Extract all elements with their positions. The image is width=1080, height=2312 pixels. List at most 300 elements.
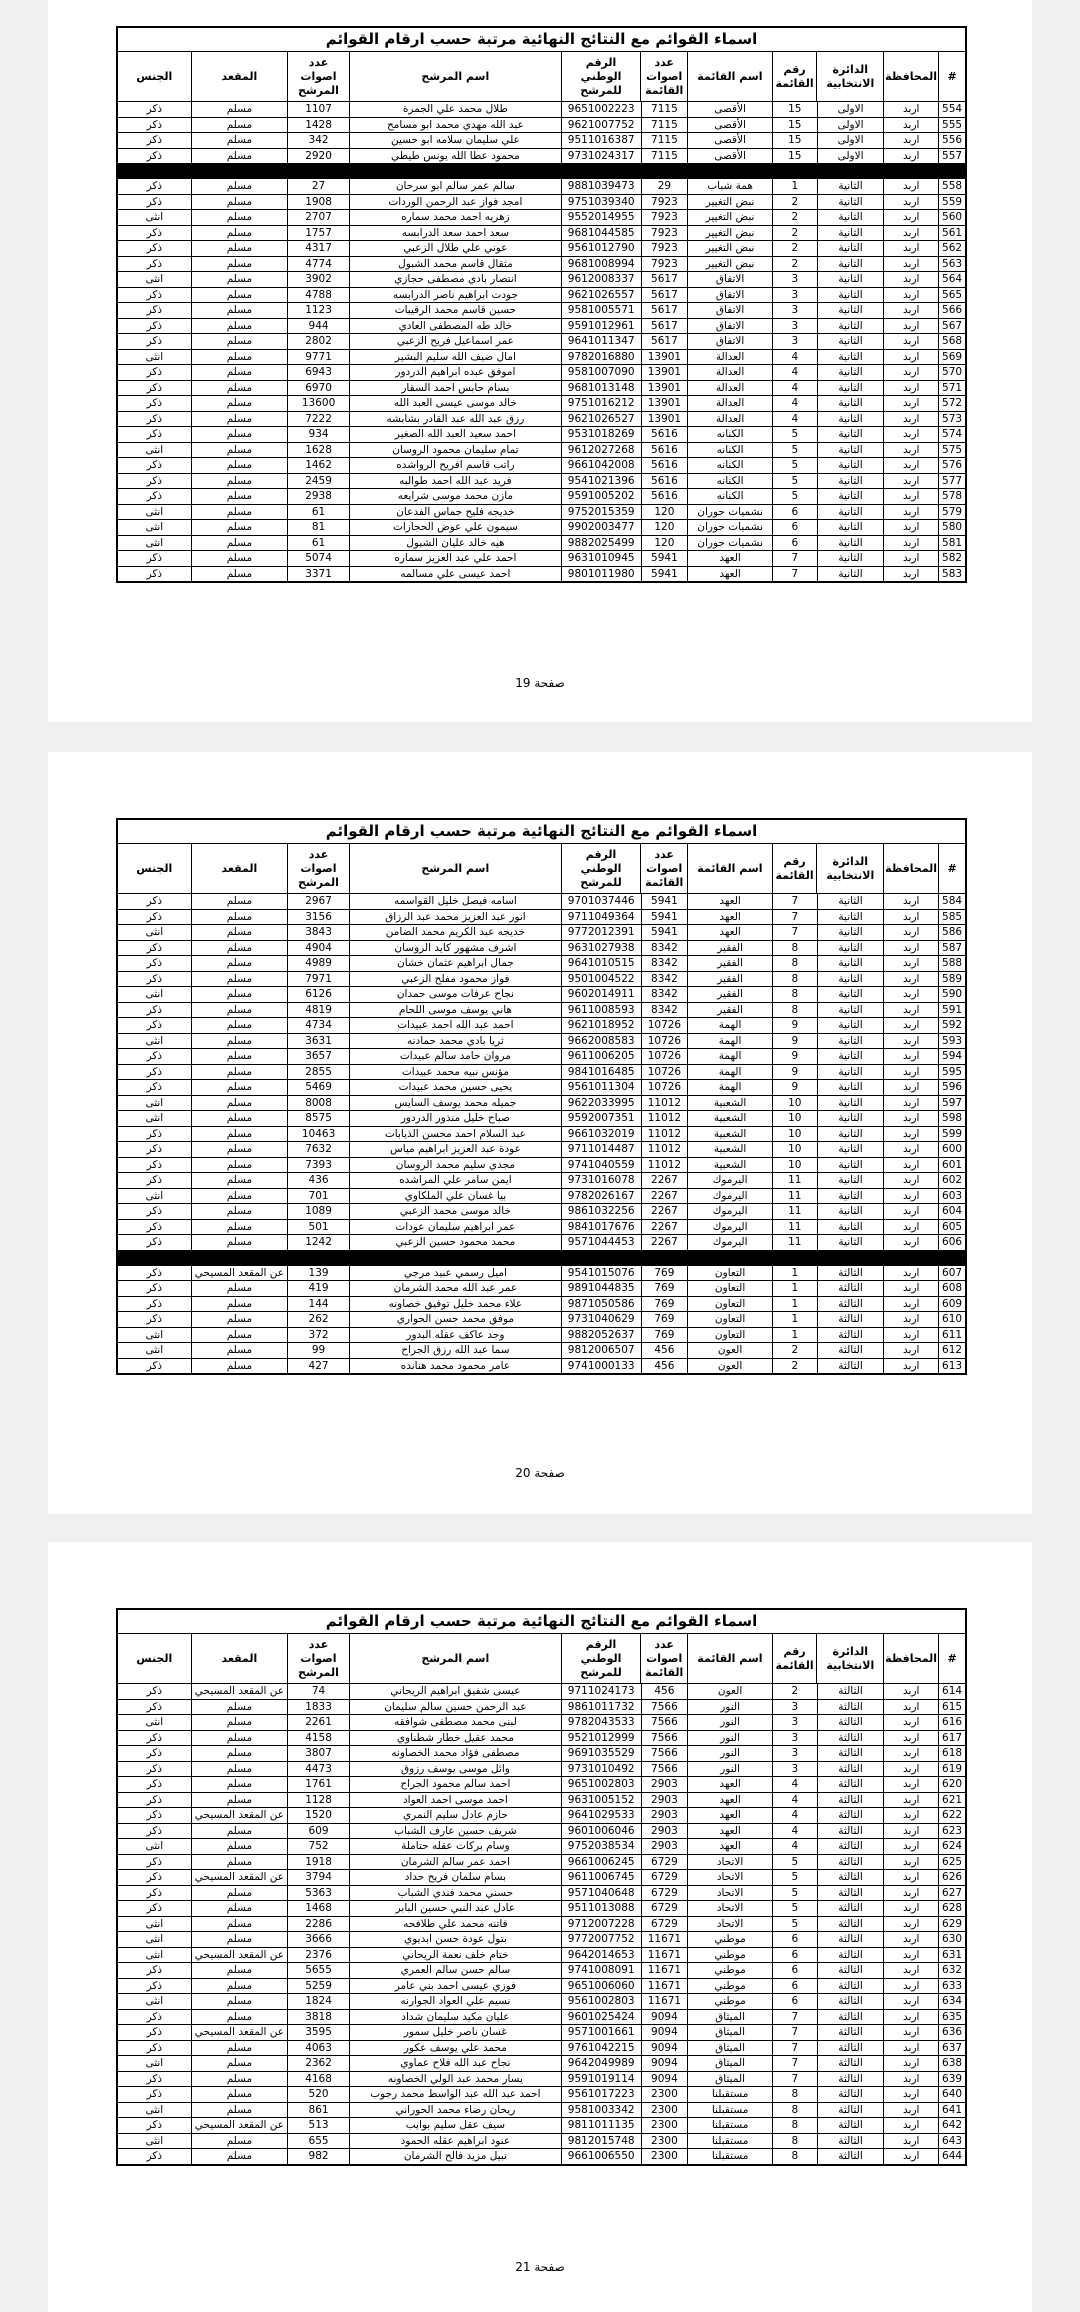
cell-district: الثالثة [817,1994,884,2009]
cell-candidate-name: احمد عيسى علي مسالمه [349,567,561,582]
cell-district: الثانية [817,210,884,225]
cell-list-votes: 5616 [641,474,688,489]
table-title: اسماء القوائم مع النتائج النهائية مرتبة حسب ارقام القوائم [118,28,965,52]
cell-governorate: اربد [883,1281,938,1296]
cell-seat: مسلم [191,443,288,458]
cell-national-id: 9752038534 [561,1839,641,1854]
cell-national-id: 9621026527 [561,412,641,427]
cell-list-number: 6 [772,520,817,535]
cell-district: الثانية [817,319,884,334]
cell-list-number: 7 [772,2010,817,2025]
cell-list-name: الهمة [687,1018,772,1033]
cell-seat: مسلم [191,536,288,551]
cell-list-votes: 769 [641,1328,688,1343]
cell-district: الثانية [817,1034,884,1049]
cell-candidate-name: محمود عطا الله يونس طيطي [349,149,561,164]
cell-gender: ذكر [146,1236,163,1248]
cell-gender: ذكر [146,1700,163,1713]
cell-district: الثالثة [817,2010,884,2025]
cell-row-number: 641 [938,2103,965,2118]
cell-candidate-name: احمد علي عبد العزيز سماره [349,551,561,566]
cell-candidate-name: علي سليمان سلامه ابو حسين [349,133,561,148]
cell-district: الثانية [817,350,884,365]
cell-seat: عن المقعد المسيحي [191,1808,288,1823]
cell-governorate: اربد [883,1312,938,1327]
cell-district: الثانية [817,303,884,318]
cell-list-number: 15 [772,102,817,117]
cell-list-number: 7 [772,2041,817,2056]
cell-list-votes: 769 [641,1266,688,1281]
cell-list-votes: 11671 [641,1994,688,2009]
cell-governorate: اربد [883,288,938,303]
cell-governorate: اربد [883,334,938,349]
cell-national-id: 9811011135 [561,2118,641,2133]
cell-national-id: 9601006046 [561,1824,641,1839]
cell-governorate: اربد [883,2056,938,2071]
cell-candidate-votes: 5074 [287,551,349,566]
cell-row-number: 634 [938,1994,965,2009]
cell-gender: ذكر [146,304,163,316]
cell-list-number: 4 [772,1808,817,1823]
cell-district: الثالثة [817,1963,884,1978]
cell-seat: مسلم [191,1281,288,1296]
cell-national-id: 9601025424 [561,2010,641,2025]
cell-candidate-name: خالد موسى محمد الزعبي [349,1204,561,1219]
cell-candidate-name: عنود ابراهيم عقله الحمود [349,2134,561,2149]
cell-list-name: الشعبية [687,1096,772,1111]
cell-list-votes: 11671 [641,1932,688,1947]
cell-candidate-votes: 861 [287,2103,349,2118]
cell-list-votes: 769 [641,1312,688,1327]
cell-candidate-votes: 372 [287,1328,349,1343]
table-row [118,1824,965,1840]
table-row [118,1963,965,1979]
cell-gender: ذكر [146,1019,163,1031]
cell-candidate-votes: 9771 [287,350,349,365]
header-list-number: رقم القائمة [772,844,817,893]
cell-list-name: العهد [687,1839,772,1854]
cell-candidate-name: عامر محمود محمد هنانده [349,1359,561,1374]
cell-district: الثالثة [817,1266,884,1281]
table-title: اسماء القوائم مع النتائج النهائية مرتبة حسب ارقام القوائم [118,820,965,844]
cell-gender: ذكر [146,1685,163,1697]
cell-row-number: 604 [938,1204,965,1219]
cell-national-id: 9841017676 [561,1220,641,1235]
header-candidate-name: اسم المرشح [349,52,561,101]
cell-seat: مسلم [191,1901,288,1916]
cell-district: الثانية [817,1158,884,1173]
cell-gender: انثى [145,536,164,549]
cell-national-id: 9711049364 [561,910,641,925]
cell-list-number: 1 [772,1297,817,1312]
cell-list-name: الاتحاد [687,1886,772,1901]
cell-governorate: اربد [883,1111,938,1126]
cell-candidate-name: وجد عاكف عقله البدور [349,1328,561,1343]
cell-candidate-name: ايمن سامر علي المراشده [349,1173,561,1188]
table-row [118,2072,965,2088]
cell-list-name: التعاون [687,1328,772,1343]
table-row [118,1793,965,1809]
cell-national-id: 9651002223 [561,102,641,117]
cell-list-name: الفقير [687,1003,772,1018]
cell-candidate-votes: 3843 [287,925,349,940]
cell-governorate: اربد [883,381,938,396]
cell-list-votes: 7566 [641,1715,688,1730]
table-row [118,1034,965,1050]
cell-candidate-name: حسين قاسم محمد الرقيبات [349,303,561,318]
cell-national-id: 9561012790 [561,241,641,256]
page-number: صفحة 20 [515,1466,565,1480]
cell-gender: ذكر [146,195,163,208]
cell-row-number: 644 [938,2149,965,2164]
cell-row-number: 605 [938,1220,965,1235]
cell-gender: ذكر [146,459,163,471]
cell-governorate: اربد [883,1715,938,1730]
cell-list-votes: 769 [641,1297,688,1312]
cell-gender: ذكر [146,1143,163,1155]
table-row [118,1700,965,1716]
cell-district: الثانية [817,1189,884,1204]
cell-candidate-votes: 1757 [287,226,349,241]
cell-candidate-name: عبد الرحمن حسين سالم سليمان [349,1700,561,1715]
cell-district: الثالثة [817,1281,884,1296]
cell-candidate-votes: 99 [287,1343,349,1358]
cell-candidate-name: خالد موسى عيسى العبد الله [349,396,561,411]
table-row [118,1917,965,1933]
table-row [118,2118,965,2134]
cell-row-number: 607 [938,1266,965,1281]
cell-seat: مسلم [191,2041,288,2056]
cell-national-id: 9882025499 [561,536,641,551]
cell-list-name: الفقير [687,941,772,956]
cell-national-id: 9621018952 [561,1018,641,1033]
cell-candidate-name: عمر عبد الله محمد الشرمان [349,1281,561,1296]
cell-candidate-name: عيسى شفيق ابراهيم الريحاني [349,1684,561,1699]
cell-national-id: 9591012961 [561,319,641,334]
cell-governorate: اربد [883,2025,938,2040]
cell-candidate-votes: 1908 [287,195,349,210]
cell-list-name: موطني [687,1979,772,1994]
results-table-3 [116,1608,967,2166]
cell-district: الثانية [817,1003,884,1018]
cell-list-name: الاتحاد [687,1917,772,1932]
cell-list-number: 3 [772,303,817,318]
table-row [118,2134,965,2150]
table-row [118,2103,965,2119]
cell-national-id: 9751039340 [561,195,641,210]
cell-candidate-name: يسار محمد عبد الولي الخصاونه [349,2072,561,2087]
cell-seat: مسلم [191,1359,288,1374]
cell-list-number: 3 [772,1762,817,1777]
cell-list-name: اليرموك [687,1235,772,1250]
cell-district: الثالثة [817,1312,884,1327]
cell-seat: مسلم [191,2103,288,2118]
cell-national-id: 9711024173 [561,1684,641,1699]
cell-list-name: موطني [687,1963,772,1978]
cell-governorate: اربد [883,536,938,551]
cell-list-votes: 7566 [641,1746,688,1761]
cell-district: الثالثة [817,1855,884,1870]
cell-list-votes: 5941 [641,567,688,582]
cell-candidate-votes: 4788 [287,288,349,303]
cell-candidate-name: انور عبد العزيز محمد عبد الرزاق [349,910,561,925]
cell-candidate-name: احمد عمر سالم الشرمان [349,1855,561,1870]
cell-gender: ذكر [146,1793,163,1806]
cell-candidate-votes: 2261 [287,1715,349,1730]
cell-list-name: الفقير [687,987,772,1002]
cell-seat: مسلم [191,319,288,334]
cell-national-id: 9812006507 [561,1343,641,1358]
header-candidate-name: اسم المرشح [349,1634,561,1683]
cell-governorate: اربد [883,1901,938,1916]
cell-list-votes: 2267 [641,1235,688,1250]
cell-national-id: 9861011732 [561,1700,641,1715]
cell-row-number: 629 [938,1917,965,1932]
cell-national-id: 9731024317 [561,149,641,164]
cell-list-number: 9 [772,1080,817,1095]
cell-candidate-votes: 752 [287,1839,349,1854]
cell-national-id: 9641010515 [561,956,641,971]
cell-candidate-name: جودت ابراهيم ناصر الدرابسه [349,288,561,303]
cell-list-number: 4 [772,365,817,380]
table-row [118,1684,965,1700]
cell-district: الثانية [817,1080,884,1095]
cell-list-name: نبض التغيير [687,241,772,256]
cell-row-number: 625 [938,1855,965,1870]
cell-candidate-votes: 4774 [287,257,349,272]
header-national-id: الرقم الوطني للمرشح [561,1634,641,1683]
cell-gender: ذكر [146,103,163,115]
section-divider [118,164,965,179]
cell-seat: مسلم [191,1328,288,1343]
cell-governorate: اربد [883,1189,938,1204]
cell-district: الثانية [817,1235,884,1250]
cell-list-votes: 7115 [641,149,688,164]
cell-candidate-name: احمد موسى احمد العواد [349,1793,561,1808]
cell-seat: مسلم [191,551,288,566]
cell-list-number: 2 [772,195,817,210]
cell-candidate-votes: 4734 [287,1018,349,1033]
cell-candidate-name: اميل رسمي عبيد مرجي [349,1266,561,1281]
cell-candidate-votes: 3156 [287,910,349,925]
table-row [118,257,965,273]
cell-list-number: 4 [772,381,817,396]
cell-candidate-name: اسامه فيصل خليل القواسمه [349,894,561,909]
cell-list-votes: 7923 [641,195,688,210]
cell-candidate-votes: 982 [287,2149,349,2164]
cell-gender: ذكر [146,910,163,923]
cell-gender: ذكر [146,149,163,162]
results-table-1 [116,26,967,583]
header-seat: المقعد [191,52,288,101]
cell-governorate: اربد [883,987,938,1002]
cell-national-id: 9651006060 [561,1979,641,1994]
cell-district: الثالثة [817,1715,884,1730]
cell-gender: ذكر [146,1282,163,1294]
cell-candidate-name: احمد عبد الله احمد عبيدات [349,1018,561,1033]
cell-row-number: 619 [938,1762,965,1777]
cell-candidate-votes: 81 [287,520,349,535]
cell-gender: ذكر [146,1902,163,1914]
cell-national-id: 9561017223 [561,2087,641,2102]
cell-gender: ذكر [146,1762,163,1775]
cell-district: الثالثة [817,2025,884,2040]
header-district: الدائرة الانتخابية [816,52,883,101]
cell-candidate-name: يحيى حسين محمد عبيدات [349,1080,561,1095]
table-row [118,1808,965,1824]
cell-candidate-votes: 8008 [287,1096,349,1111]
cell-district: الثالثة [817,1731,884,1746]
cell-row-number: 618 [938,1746,965,1761]
cell-district: الثانية [817,412,884,427]
cell-gender: ذكر [146,972,163,985]
cell-seat: مسلم [191,2149,288,2164]
cell-list-number: 4 [772,396,817,411]
cell-candidate-votes: 2376 [287,1948,349,1963]
cell-candidate-name: ريحان رضاء محمد الحوراني [349,2103,561,2118]
cell-seat: مسلم [191,1731,288,1746]
cell-gender: ذكر [146,118,163,131]
cell-gender: ذكر [146,381,163,394]
cell-list-number: 7 [772,551,817,566]
cell-list-name: الميثاق [687,2041,772,2056]
cell-governorate: اربد [883,1979,938,1994]
table-row [118,118,965,134]
cell-national-id: 9622033995 [561,1096,641,1111]
cell-candidate-name: عودة عبد العزيز ابراهيم مياس [349,1142,561,1157]
cell-national-id: 9612008337 [561,272,641,287]
cell-list-number: 5 [772,1855,817,1870]
cell-row-number: 584 [938,894,965,909]
cell-seat: مسلم [191,987,288,1002]
cell-list-votes: 5616 [641,458,688,473]
cell-list-name: النور [687,1715,772,1730]
table-row [118,396,965,412]
cell-gender: انثى [145,443,164,456]
header-row-number: # [938,1634,965,1683]
cell-district: الثانية [817,443,884,458]
cell-governorate: اربد [883,257,938,272]
cell-district: الثالثة [817,2041,884,2056]
cell-list-name: نشميات حوران [687,536,772,551]
cell-governorate: اربد [883,1127,938,1142]
cell-district: الثالثة [817,1343,884,1358]
cell-governorate: اربد [883,272,938,287]
cell-list-number: 1 [772,1266,817,1281]
table-body [118,1684,965,2164]
cell-row-number: 563 [938,257,965,272]
cell-row-number: 575 [938,443,965,458]
cell-list-votes: 7566 [641,1762,688,1777]
cell-list-number: 4 [772,1793,817,1808]
cell-national-id: 9561002803 [561,1994,641,2009]
cell-list-name: الاتفاق [687,303,772,318]
cell-national-id: 9511013088 [561,1901,641,1916]
cell-list-name: العون [687,1359,772,1374]
cell-candidate-name: خديجه فليح جماس الفدعان [349,505,561,520]
cell-list-number: 4 [772,1777,817,1792]
cell-list-votes: 11012 [641,1096,688,1111]
cell-list-number: 10 [772,1158,817,1173]
cell-list-number: 5 [772,427,817,442]
cell-row-number: 577 [938,474,965,489]
cell-row-number: 572 [938,396,965,411]
table-row [118,1111,965,1127]
cell-national-id: 9871050586 [561,1297,641,1312]
cell-row-number: 643 [938,2134,965,2149]
cell-national-id: 9772012391 [561,925,641,940]
cell-list-name: الأقصى [687,133,772,148]
cell-seat: مسلم [191,1049,288,1064]
cell-gender: ذكر [146,288,163,301]
table-row [118,241,965,257]
table-row [118,1932,965,1948]
cell-list-votes: 11671 [641,1963,688,1978]
cell-row-number: 561 [938,226,965,241]
cell-gender: ذكر [146,1824,163,1837]
cell-candidate-votes: 3595 [287,2025,349,2040]
cell-governorate: اربد [883,1700,938,1715]
cell-national-id: 9782026167 [561,1189,641,1204]
cell-national-id: 9782043533 [561,1715,641,1730]
cell-national-id: 9641029533 [561,1808,641,1823]
cell-seat: مسلم [191,1793,288,1808]
cell-list-votes: 8342 [641,972,688,987]
cell-candidate-votes: 1107 [287,102,349,117]
cell-row-number: 615 [938,1700,965,1715]
cell-list-name: التعاون [687,1281,772,1296]
table-row [118,1281,965,1297]
cell-gender: ذكر [146,257,163,270]
cell-candidate-votes: 2920 [287,149,349,164]
cell-list-number: 11 [772,1235,817,1250]
cell-district: الثالثة [817,1979,884,1994]
cell-gender: ذكر [146,895,163,907]
cell-seat: مسلم [191,956,288,971]
cell-candidate-votes: 701 [287,1189,349,1204]
cell-gender: ذكر [146,412,163,425]
cell-national-id: 9841016485 [561,1065,641,1080]
cell-gender: ذكر [146,1731,163,1744]
cell-district: الثانية [817,179,884,194]
cell-list-number: 1 [772,1312,817,1327]
cell-governorate: اربد [883,1034,938,1049]
cell-row-number: 578 [938,489,965,504]
cell-gender: انثى [145,1948,164,1961]
cell-district: الثالثة [817,1901,884,1916]
cell-list-name: الهمة [687,1034,772,1049]
cell-gender: ذكر [146,957,163,969]
cell-gender: انثى [145,273,164,285]
cell-gender: ذكر [146,1297,163,1310]
table-row [118,2056,965,2072]
cell-row-number: 576 [938,458,965,473]
cell-list-name: اليرموك [687,1204,772,1219]
table-row [118,179,965,195]
cell-national-id: 9541021396 [561,474,641,489]
cell-gender: انثى [145,1917,164,1930]
cell-row-number: 598 [938,1111,965,1126]
cell-list-votes: 10726 [641,1065,688,1080]
table-row [118,2010,965,2026]
cell-row-number: 601 [938,1158,965,1173]
cell-row-number: 560 [938,210,965,225]
cell-list-name: الاتفاق [687,272,772,287]
page-number: صفحة 19 [515,676,565,690]
cell-national-id: 9641011347 [561,334,641,349]
cell-list-name: الاتحاد [687,1855,772,1870]
cell-row-number: 569 [938,350,965,365]
